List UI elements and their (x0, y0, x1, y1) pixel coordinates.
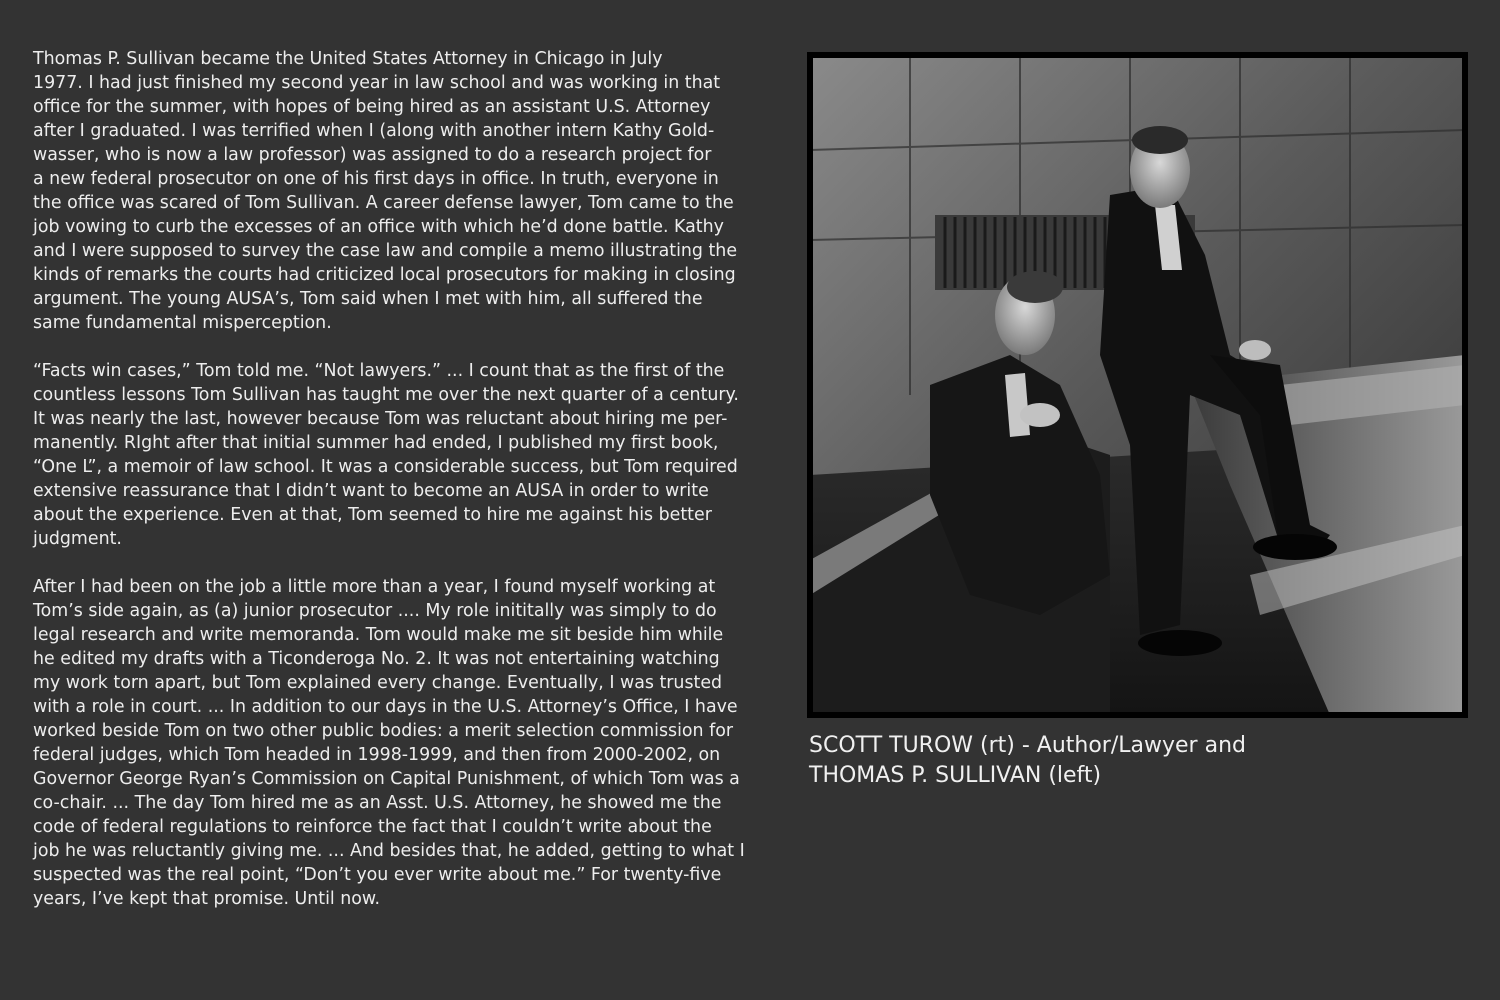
portrait-photo-illustration (810, 55, 1465, 715)
essay-paragraph-2: “Facts win cases,” Tom told me. “Not lawyers.” ... I count that as the first of the countless lessons Tom Sullivan has taught me over the next quarter of a century. It was nearly the last, however because Tom was reluctant about hiring me per- manently. RIght after that initial summer had ended, I published my first book, “One L”, a memoir of law school. It was a considerable success, but Tom required extensive reassurance that I didn’t want to become an AUSA in order to write about the experience. Even at that, Tom seemed to hire me against his better judgment. (33, 361, 739, 549)
caption-line-1: SCOTT TUROW (rt) - Author/Lawyer and (809, 733, 1246, 758)
essay-text (33, 47, 761, 935)
caption-line-2: THOMAS P. SULLIVAN (left) (809, 763, 1102, 788)
portrait-photo (807, 52, 1468, 718)
essay-paragraph-1: Thomas P. Sullivan became the United States Attorney in Chicago in July 1977. I had just finished my second year in law school and was working in that office for the summer, with hopes of being hired as an assistant U.S. Attorney after I graduated. I was terrified when I (along with another intern Kathy Gold- wasser, who is now a law professor) was assigned to do a research project for a new federal prosecutor on one of his first days in office. In truth, everyone in the office was scared of Tom Sullivan. A career defense lawyer, Tom came to the job vowing to curb the excesses of an office with which he’d done battle. Kathy and I were supposed to survey the case law and compile a memo illustrating the kinds of remarks the courts had criticized local prosecutors for making in closing argument. The young AUSA’s, Tom said when I met with him, all suffered the same fundamental misperception. (33, 49, 738, 333)
photo-caption (809, 731, 1469, 791)
essay-paragraph-3: After I had been on the job a little more than a year, I found myself working at Tom’s side again, as (a) junior prosecutor .... My role inititally was simply to do legal research and write memoranda. Tom would make me sit beside him while he edited my drafts with a Ticonderoga No. 2. It was not entertaining watching my work torn apart, but Tom explained every change. Eventually, I was trusted with a role in court. ... In addition to our days in the U.S. Attorney’s Office, I have worked beside Tom on two other public bodies: a merit selection commission for federal judges, which Tom headed in 1998-1999, and then from 2000-2002, on Governor George Ryan’s Commission on Capital Punishment, of which Tom was a co-chair. ... The day Tom hired me as an Asst. U.S. Attorney, he showed me the code of federal regulations to reinforce the fact that I couldn’t write about the job he was reluctantly giving me. ... And besides that, he added, getting to what I suspected was the real point, “Don’t you ever write about me.” For twenty-five years, I’ve kept that promise. Until now. (33, 577, 745, 909)
